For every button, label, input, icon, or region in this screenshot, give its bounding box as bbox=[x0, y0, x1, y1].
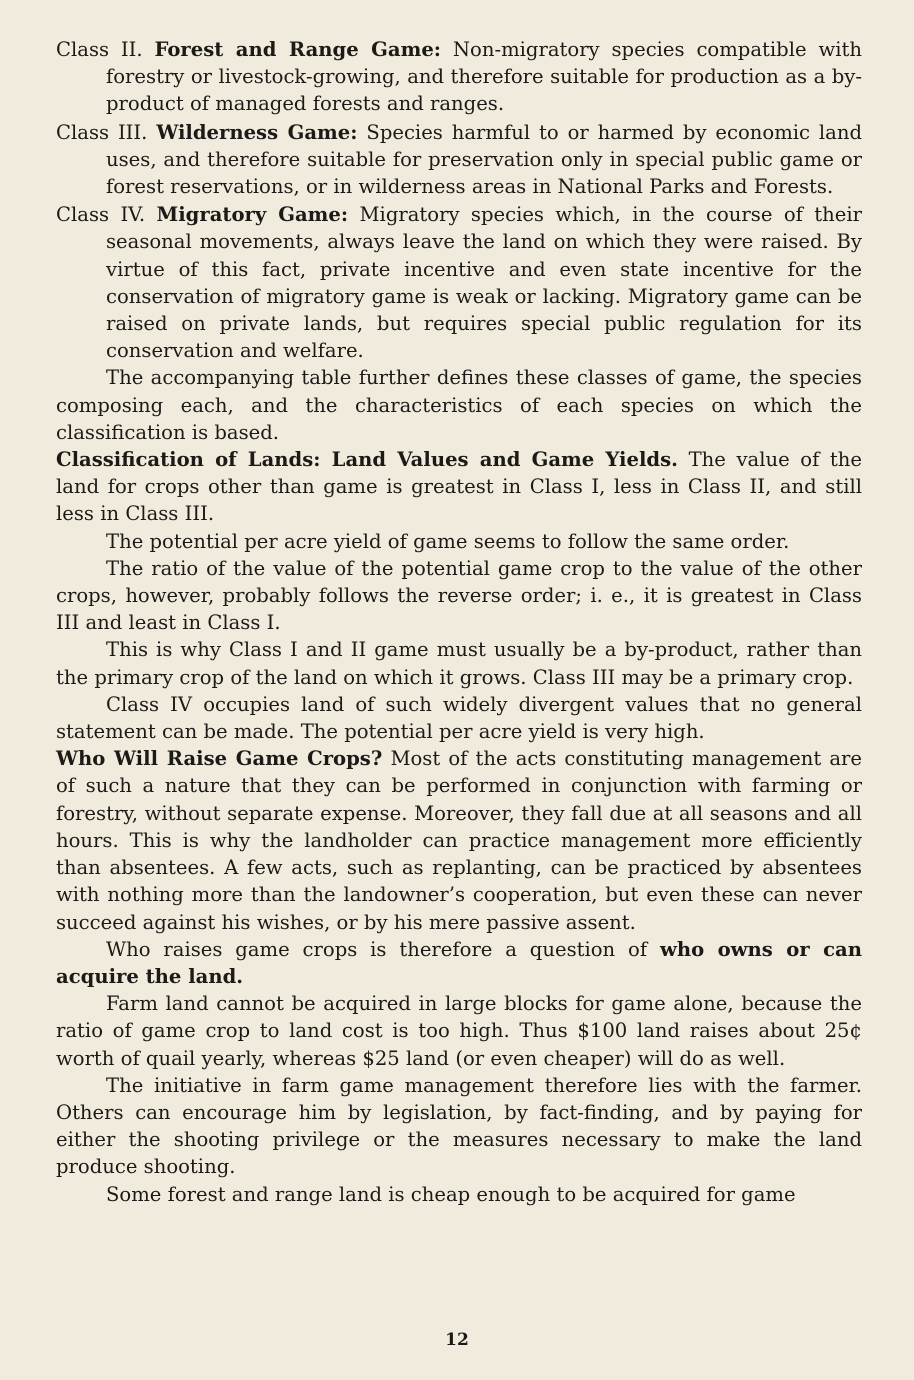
land-classification-text: The value of the land for crops other than game is greatest in Class I, less in Class II, and still less in Class III. bbox=[56, 448, 863, 526]
class-iii-title: Wilderness Game: bbox=[156, 120, 358, 144]
land-ownership-text: Who raises game crops is therefore a question of bbox=[106, 937, 648, 961]
who-raises-heading: Who Will Raise Game Crops? bbox=[56, 747, 383, 771]
class-iv-label: Class IV. bbox=[56, 203, 146, 227]
forest-range-paragraph: Some forest and range land is cheap enough to be acquired for game bbox=[106, 1182, 796, 1206]
initiative-paragraph: The initiative in farm game management therefore lies with the farmer. Others can encourage him by legislation, by fact-finding, and by paying for either the shooting privilege or the measures necessary to make the land produce shooting. bbox=[56, 1073, 862, 1179]
class-iii-text: Species harmful to or harmed by economic land uses, and therefore suitable for preservation only in special public game or forest reservations, or in wilderness areas in National Parks and Forests. bbox=[106, 120, 863, 199]
ratio-paragraph: The ratio of the value of the potential game crop to the value of the other crops, however, probably follows the reverse order; i. e., it is greatest in Class III and least in Class I. bbox=[56, 556, 862, 635]
land-classification-heading: Classification of Lands: Land Values and Game Yields. bbox=[56, 448, 678, 472]
page-number: 12 bbox=[445, 1330, 469, 1350]
class-ii-text: Non-migratory species compatible with forestry or livestock-growing, and therefore suitable for production as a by-product of managed forests and ranges. bbox=[106, 38, 862, 116]
class-ii-definition bbox=[56, 36, 862, 118]
class-ii-label: Class II. bbox=[56, 38, 143, 61]
body-text bbox=[56, 36, 862, 1208]
class-iv-land-paragraph: Class IV occupies land of such widely divergent values that no general statement can be made. The potential per acre yield is very high. bbox=[56, 692, 862, 744]
land-ownership-paragraph bbox=[56, 936, 862, 990]
land-ownership-emphasis: who owns or can acquire the land. bbox=[56, 937, 862, 988]
class-iii-definition bbox=[56, 119, 862, 201]
class-iv-title: Migratory Game: bbox=[156, 203, 349, 227]
who-raises-paragraph bbox=[56, 745, 862, 935]
land-classification-paragraph bbox=[56, 446, 862, 528]
class-iv-definition bbox=[56, 201, 862, 364]
class-iv-text: Migratory species which, in the course of their seasonal movements, always leave the land on which they were raised. By virtue of this fact, private incentive and even state incentive for the conservation of migratory game is weak or lacking. Migratory game can be raised on private lands, but requires special public regulation for its conservation and welfare. bbox=[106, 203, 862, 363]
who-raises-text: Most of the acts constituting management are of such a nature that they can be performed in conjunction with farming or forestry, without separate expense. Moreover, they fall due at all seasons and all hours. This is why the landholder can practice management more efficiently than absentees. A few acts, such as replanting, can be practiced by absentees with nothing more than the landowner’s cooperation, but even these can never succeed against his wishes, or by his mere passive assent. bbox=[56, 747, 862, 934]
farm-land-paragraph: Farm land cannot be acquired in large blocks for game alone, because the ratio of game crop to land cost is too high. Thus $100 land raises about 25¢ worth of quail yearly, whereas $25 land (or even cheaper) will do as well. bbox=[56, 992, 862, 1070]
class-iii-label: Class III. bbox=[56, 120, 148, 144]
table-note-paragraph: The accompanying table further defines these classes of game, the species composing each, and the characteristics of each species on which the classification is based. bbox=[56, 366, 862, 444]
byproduct-paragraph: This is why Class I and II game must usually be a by-product, rather than the primary crop of the land on which it grows. Class III may be a primary crop. bbox=[56, 638, 862, 689]
yield-order-paragraph: The potential per acre yield of game seems to follow the same order. bbox=[106, 529, 790, 553]
class-ii-title: Forest and Range Game: bbox=[154, 38, 442, 61]
